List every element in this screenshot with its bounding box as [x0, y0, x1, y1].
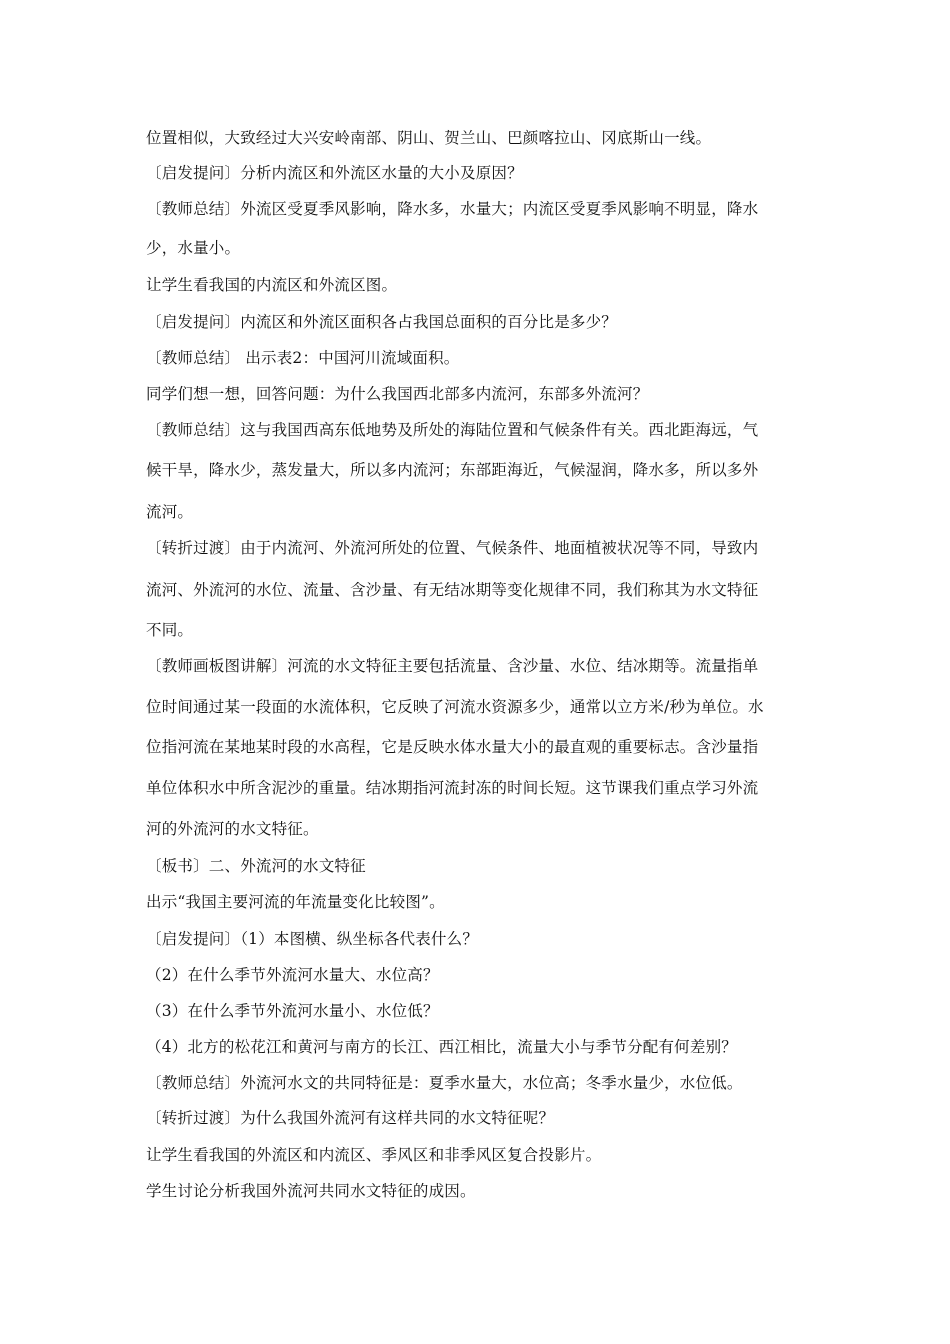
- text-line: 河的外流河的水文特征。: [146, 820, 319, 838]
- text-line: 〔启发提问〕分析内流区和外流区水量的大小及原因？: [146, 164, 523, 182]
- text-line: 〔教师总结〕 出示表2：中国河川流域面积。: [146, 349, 460, 367]
- text-line: 出示“我国主要河流的年流量变化比较图”。: [146, 893, 445, 911]
- text-line: 让学生看我国的外流区和内流区、季风区和非季风区复合投影片。: [146, 1146, 602, 1164]
- text-line: 〔启发提问〕内流区和外流区面积各占我国总面积的百分比是多少？: [146, 313, 618, 331]
- text-line: 同学们想一想，回答问题：为什么我国西北部多内流河，东部多外流河？: [146, 385, 649, 403]
- text-line: 〔转折过渡〕由于内流河、外流河所处的位置、气候条件、地面植被状况等不同，导致内: [146, 539, 759, 557]
- text-line: 单位体积水中所含泥沙的重量。结冰期指河流封冻的时间长短。这节课我们重点学习外流: [146, 779, 759, 797]
- text-line: 〔教师总结〕这与我国西高东低地势及所处的海陆位置和气候条件有关。西北距海远，气: [146, 421, 759, 439]
- text-line: （4）北方的松花江和黄河与南方的长江、西江相比，流量大小与季节分配有何差别？: [146, 1038, 737, 1056]
- text-line: 流河。: [146, 503, 194, 521]
- text-line: 少，水量小。: [146, 239, 241, 257]
- text-line: 〔板书〕二、外流河的水文特征: [146, 857, 366, 875]
- text-line: 〔教师总结〕外流区受夏季风影响，降水多，水量大；内流区受夏季风影响不明显，降水: [146, 200, 759, 218]
- text-line: 〔转折过渡〕为什么我国外流河有这样共同的水文特征呢？: [146, 1109, 555, 1127]
- text-line: 不同。: [146, 621, 194, 639]
- text-line: 候干旱，降水少，蒸发量大，所以多内流河；东部距海近，气候湿润，降水多，所以多外: [146, 461, 759, 479]
- text-line: 学生讨论分析我国外流河共同水文特征的成因。: [146, 1182, 476, 1200]
- text-line: 〔教师总结〕外流河水文的共同特征是：夏季水量大，水位高；冬季水量少，水位低。: [146, 1074, 743, 1092]
- text-line: 流河、外流河的水位、流量、含沙量、有无结冰期等变化规律不同，我们称其为水文特征: [146, 581, 759, 599]
- text-line: 位指河流在某地某时段的水高程，它是反映水体水量大小的最直观的重要标志。含沙量指: [146, 738, 759, 756]
- text-line: 〔教师画板图讲解〕河流的水文特征主要包括流量、含沙量、水位、结冰期等。流量指单: [146, 657, 759, 675]
- text-line: （3）在什么季节外流河水量小、水位低？: [146, 1002, 439, 1020]
- text-line: 让学生看我国的内流区和外流区图。: [146, 276, 398, 294]
- text-line: （2）在什么季节外流河水量大、水位高？: [146, 966, 439, 984]
- text-line: 〔启发提问〕（1）本图横、纵坐标各代表什么？: [146, 930, 479, 948]
- text-line: 位时间通过某一段面的水流体积，它反映了河流水资源多少，通常以立方米/秒为单位。水: [146, 698, 764, 716]
- text-line: 位置相似，大致经过大兴安岭南部、阴山、贺兰山、巴颜喀拉山、冈底斯山一线。: [146, 129, 712, 147]
